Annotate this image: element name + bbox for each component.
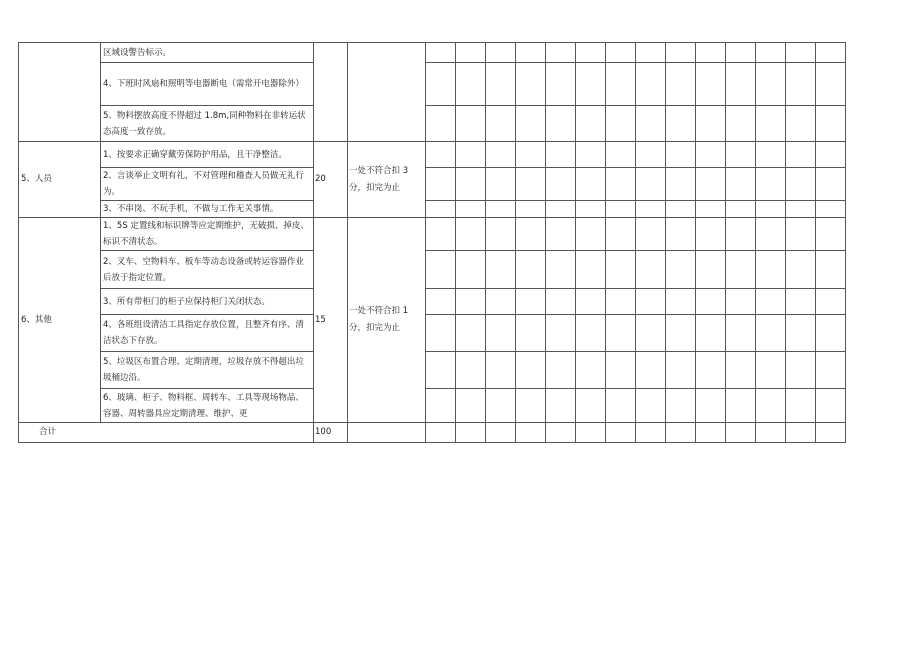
grid-cell: [546, 352, 576, 389]
grid-cell: [546, 389, 576, 423]
grid-cell: [456, 315, 486, 352]
grid-cell: [546, 315, 576, 352]
grid-cell: [786, 315, 816, 352]
grid-cell: [786, 218, 816, 251]
score-cell: 20: [314, 142, 348, 218]
item-cell: 区域设警告标示。: [101, 43, 314, 63]
grid-cell: [756, 201, 786, 218]
grid-cell: [576, 423, 606, 443]
grid-cell: [426, 251, 456, 289]
table-row: [19, 201, 846, 218]
grid-cell: [726, 168, 756, 201]
grid-cell: [696, 389, 726, 423]
grid-cell: [426, 315, 456, 352]
grid-cell: [576, 352, 606, 389]
grid-cell: [726, 218, 756, 251]
grid-cell: [726, 423, 756, 443]
grid-cell: [426, 43, 456, 63]
table-row: [19, 389, 846, 423]
grid-cell: [516, 63, 546, 106]
grid-cell: [636, 315, 666, 352]
grid-cell: [486, 289, 516, 315]
grid-cell: [756, 251, 786, 289]
rule-cell: 一处不符合扣 1 分，扣完为止: [348, 218, 426, 423]
grid-cell: [636, 63, 666, 106]
grid-cell: [696, 63, 726, 106]
grid-cell: [546, 63, 576, 106]
grid-cell: [666, 251, 696, 289]
grid-cell: [636, 251, 666, 289]
grid-cell: [576, 289, 606, 315]
grid-cell: [636, 142, 666, 168]
grid-cell: [696, 352, 726, 389]
table-row: [19, 218, 846, 251]
grid-cell: [576, 251, 606, 289]
item-cell: 5、垃圾区布置合理、定期清理，垃圾存放不得超出垃圾桶边沿。: [101, 352, 314, 389]
grid-cell: [816, 142, 846, 168]
grid-cell: [636, 43, 666, 63]
table-row: [19, 315, 846, 352]
grid-cell: [546, 142, 576, 168]
grid-cell: [606, 423, 636, 443]
grid-cell: [696, 168, 726, 201]
grid-cell: [546, 43, 576, 63]
grid-cell: [426, 352, 456, 389]
grid-cell: [486, 168, 516, 201]
item-cell: 2、叉车、空物料车、板车等动态设备或转运容器作业后放于指定位置。: [101, 251, 314, 289]
item-cell: 1、按要求正确穿戴劳保防护用品，且干净整洁。: [101, 142, 314, 168]
grid-cell: [756, 168, 786, 201]
grid-cell: [516, 142, 546, 168]
grid-cell: [486, 43, 516, 63]
grid-cell: [816, 218, 846, 251]
grid-cell: [726, 142, 756, 168]
grid-cell: [516, 218, 546, 251]
grid-cell: [816, 352, 846, 389]
grid-cell: [516, 168, 546, 201]
grid-cell: [486, 315, 516, 352]
grid-cell: [606, 289, 636, 315]
grid-cell: [666, 389, 696, 423]
grid-cell: [726, 251, 756, 289]
grid-cell: [666, 218, 696, 251]
grid-cell: [426, 142, 456, 168]
table-row: [19, 251, 846, 289]
grid-cell: [786, 63, 816, 106]
grid-cell: [486, 251, 516, 289]
grid-cell: [816, 289, 846, 315]
grid-cell: [756, 389, 786, 423]
grid-cell: [426, 218, 456, 251]
grid-cell: [696, 142, 726, 168]
grid-cell: [606, 251, 636, 289]
grid-cell: [456, 352, 486, 389]
grid-cell: [666, 201, 696, 218]
grid-cell: [726, 106, 756, 142]
grid-cell: [516, 315, 546, 352]
grid-cell: [456, 251, 486, 289]
grid-cell: [456, 289, 486, 315]
grid-cell: [816, 423, 846, 443]
grid-cell: [516, 201, 546, 218]
grid-cell: [546, 201, 576, 218]
grid-cell: [546, 289, 576, 315]
grid-cell: [636, 423, 666, 443]
grid-cell: [756, 142, 786, 168]
grid-cell: [726, 63, 756, 106]
grid-cell: [546, 218, 576, 251]
grid-cell: [426, 389, 456, 423]
grid-cell: [516, 289, 546, 315]
grid-cell: [486, 389, 516, 423]
grid-cell: [756, 218, 786, 251]
grid-cell: [576, 142, 606, 168]
grid-cell: [426, 168, 456, 201]
grid-cell: [426, 106, 456, 142]
grid-cell: [666, 106, 696, 142]
item-cell: 3、不串岗、不玩手机，不做与工作无关事情。: [101, 201, 314, 218]
grid-cell: [816, 43, 846, 63]
grid-cell: [576, 315, 606, 352]
grid-cell: [786, 43, 816, 63]
grid-cell: [726, 352, 756, 389]
grid-cell: [456, 63, 486, 106]
grid-cell: [756, 106, 786, 142]
grid-cell: [726, 315, 756, 352]
grid-cell: [576, 218, 606, 251]
grid-cell: [606, 315, 636, 352]
grid-cell: [816, 201, 846, 218]
grid-cell: [546, 423, 576, 443]
item-cell: 5、物料摆放高度不得超过 1.8m,同种物料在非转运状态高度一致存放。: [101, 106, 314, 142]
item-cell: 6、玻璃、柜子、物料框、周转车、工具等现场物品、容器、周转器具应定期清理、维护、更: [101, 389, 314, 423]
grid-cell: [636, 389, 666, 423]
score-cell: [314, 43, 348, 142]
grid-cell: [606, 142, 636, 168]
grid-cell: [486, 201, 516, 218]
grid-cell: [576, 201, 606, 218]
grid-cell: [576, 389, 606, 423]
grid-cell: [636, 106, 666, 142]
grid-cell: [696, 251, 726, 289]
grid-cell: [426, 423, 456, 443]
grid-cell: [516, 251, 546, 289]
grid-cell: [786, 289, 816, 315]
grid-cell: [666, 423, 696, 443]
table-row: [19, 63, 846, 106]
grid-cell: [756, 423, 786, 443]
grid-cell: [786, 352, 816, 389]
rule-cell: 一处不符合扣 3 分，扣完为止: [348, 142, 426, 218]
grid-cell: [786, 142, 816, 168]
grid-cell: [486, 142, 516, 168]
grid-cell: [486, 63, 516, 106]
grid-cell: [516, 43, 546, 63]
table-row: [19, 142, 846, 168]
item-cell: 2、言谈举止文明有礼，不对管理和稽查人员做无礼行为。: [101, 168, 314, 201]
grid-cell: [636, 218, 666, 251]
grid-cell: [636, 289, 666, 315]
grid-cell: [486, 218, 516, 251]
grid-cell: [576, 63, 606, 106]
grid-cell: [666, 142, 696, 168]
grid-cell: [666, 43, 696, 63]
grid-cell: [576, 168, 606, 201]
grid-cell: [786, 423, 816, 443]
grid-cell: [606, 389, 636, 423]
grid-cell: [606, 201, 636, 218]
category-cell: 5、人员: [19, 142, 101, 218]
grid-cell: [786, 251, 816, 289]
grid-cell: [666, 63, 696, 106]
grid-cell: [426, 289, 456, 315]
grid-cell: [456, 389, 486, 423]
item-cell: 3、所有带柜门的柜子应保持柜门关闭状态。: [101, 289, 314, 315]
grid-cell: [696, 43, 726, 63]
table-row: [19, 106, 846, 142]
grid-cell: [816, 251, 846, 289]
table-row: [19, 168, 846, 201]
grid-cell: [756, 352, 786, 389]
grid-cell: [816, 106, 846, 142]
grid-cell: [726, 389, 756, 423]
grid-cell: [636, 201, 666, 218]
table-row: [19, 289, 846, 315]
grid-cell: [486, 106, 516, 142]
grid-cell: [726, 201, 756, 218]
grid-cell: [606, 43, 636, 63]
grid-cell: [756, 63, 786, 106]
grid-cell: [756, 43, 786, 63]
grid-cell: [696, 106, 726, 142]
grid-cell: [726, 289, 756, 315]
grid-cell: [636, 352, 666, 389]
grid-cell: [696, 315, 726, 352]
table-row: [19, 43, 846, 63]
rule-cell: [348, 43, 426, 142]
grid-cell: [696, 289, 726, 315]
grid-cell: [666, 352, 696, 389]
grid-cell: [576, 43, 606, 63]
grid-cell: [666, 315, 696, 352]
grid-cell: [426, 201, 456, 218]
grid-cell: [456, 423, 486, 443]
grid-cell: [516, 352, 546, 389]
grid-cell: [816, 389, 846, 423]
grid-cell: [546, 168, 576, 201]
grid-cell: [786, 106, 816, 142]
grid-cell: [486, 423, 516, 443]
score-table: [18, 42, 846, 443]
score-cell: 15: [314, 218, 348, 423]
grid-cell: [456, 142, 486, 168]
grid-cell: [516, 389, 546, 423]
grid-cell: [756, 289, 786, 315]
item-cell: 1、5S 定置线和标识牌等应定期维护，无破损、掉皮、标识不清状态。: [101, 218, 314, 251]
grid-cell: [546, 106, 576, 142]
grid-cell: [786, 389, 816, 423]
grid-cell: [756, 315, 786, 352]
grid-cell: [606, 352, 636, 389]
grid-cell: [576, 106, 606, 142]
grid-cell: [426, 63, 456, 106]
grid-cell: [516, 106, 546, 142]
grid-cell: [456, 43, 486, 63]
grid-cell: [786, 201, 816, 218]
grid-cell: [666, 289, 696, 315]
item-cell: 4、各班组设清洁工具指定存放位置，且整齐有序、清洁状态下存放。: [101, 315, 314, 352]
total-label: 合计: [19, 423, 314, 443]
inspection-score-sheet: [18, 42, 846, 443]
grid-cell: [636, 168, 666, 201]
total-row: [19, 423, 846, 443]
grid-cell: [516, 423, 546, 443]
grid-cell: [816, 315, 846, 352]
grid-cell: [348, 423, 426, 443]
grid-cell: [456, 106, 486, 142]
grid-cell: [696, 423, 726, 443]
grid-cell: [456, 168, 486, 201]
category-cell: 6、其他: [19, 218, 101, 423]
grid-cell: [456, 201, 486, 218]
grid-cell: [816, 63, 846, 106]
grid-cell: [696, 201, 726, 218]
table-row: [19, 352, 846, 389]
item-cell: 4、下班时风扇和照明等电器断电（需常开电器除外）: [101, 63, 314, 106]
grid-cell: [606, 218, 636, 251]
grid-cell: [606, 168, 636, 201]
grid-cell: [456, 218, 486, 251]
grid-cell: [606, 63, 636, 106]
grid-cell: [546, 251, 576, 289]
total-score: 100: [314, 423, 348, 443]
grid-cell: [786, 168, 816, 201]
grid-cell: [816, 168, 846, 201]
grid-cell: [726, 43, 756, 63]
grid-cell: [666, 168, 696, 201]
grid-cell: [486, 352, 516, 389]
grid-cell: [696, 218, 726, 251]
category-cell: [19, 43, 101, 142]
grid-cell: [606, 106, 636, 142]
